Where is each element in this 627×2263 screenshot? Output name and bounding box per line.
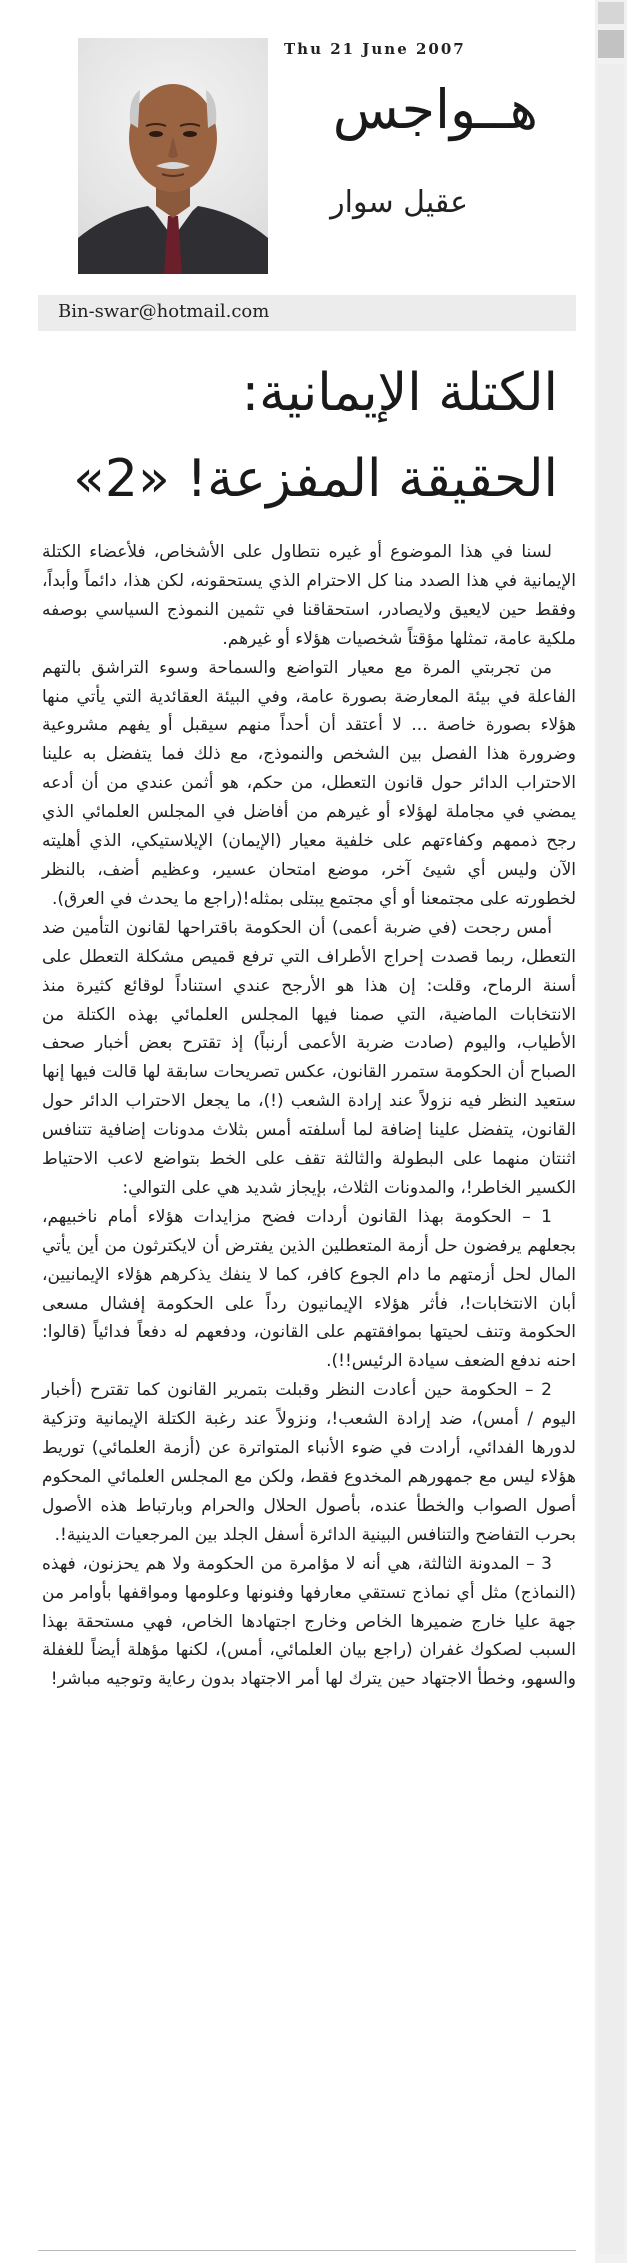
column-title: هــواجس [332,78,538,141]
author-photo [78,38,268,274]
paragraph: أمس رجحت (في ضربة أعمى) أن الحكومة باقتراحها لقانون التأمين ضد التعطل، ربما قصدت إحراج الأطراف التي ترفع قميص مشكلة التعطل على أسنة الرماح، وقلت: إن هذا هو الأرجح عندي استناداً لوقائع كثيرة منذ الانتخابات الماضية، التي صمنا فيها المجلس العلمائي بهذه الكتلة من الأطياب، واليوم (صادت ضربة الأعمى أرنباً) إذ تقترح بعض أخبار صحف الصباح أن الحكومة ستمرر القانون، عكس تصريحات سابقة لها قالت فيها إنها ستعيد النظر فيه نزولاً عند إرادة الشعب (!)، ما يجعل الاحتراب الدائر حول القانون، يتفضل علينا إضافة لما أسلفته أمس بثلاث مدونات إضافية تتنافس اثنتان منهما على البطولة والثالثة تقف على الخط بتواضع لاعب الاحتياط الكسير الخاطر!، والمدونات الثلاث، بإيجاز شديد هي على التوالي: [42,917,576,1198]
article-body [42,538,576,1694]
scroll-thumb[interactable] [598,30,624,58]
author-portrait-icon [78,38,268,274]
newspaper-page [38,0,578,2263]
article-headline [38,350,558,522]
scroll-up-button[interactable] [598,2,624,24]
scroll-track[interactable] [598,64,624,2254]
bottom-divider [38,2250,576,2251]
paragraph: 3 – المدونة الثالثة، هي أنه لا مؤامرة من الحكومة ولا هم يحزنون، فهذه (النماذج) مثل أي نماذج تستقي معارفها وفنونها وعلومها ومواقفها بأوامر من جهة عليا خارج ضميرها الخاص وخارج اجتهادها الخاص، فهي مستحقة بهذا السبب لصكوك غفران (راجع بيان العلمائي، أمس)، لكنها مؤهلة أيضاً للغفلة والسهو، وخطأ الاجتهاد حين يترك لها أمر الاجتهاد بدون رعاية وتوجيه مباشر! [42,1553,576,1690]
paragraph: 2 – الحكومة حين أعادت النظر وقبلت بتمرير القانون كما تقترح (أخبار اليوم / أمس)، ضد إرادة الشعب!، ونزولاً عند رغبة الكتلة الإيمانية وتزكية لدورها الفدائي، أرادت في ضوء الأنباء المتواترة عن (أزمة العلمائي) توريط هؤلاء ليس مع جمهورهم المخدوع فقط، ولكن مع المجلس العلمائي المحكوم أصول الصواب والخطأ عنده، بأصول الحلال والحرام وبارتباط هذه الأصول بحرب التفاضح والتنافس البينية الدائرة أسفل الجلد بين المرجعيات الدينية!. [42,1380,576,1545]
paragraph: لسنا في هذا الموضوع أو غيره نتطاول على الأشخاص، فلأعضاء الكتلة الإيمانية في هذا الصدد منا كل الاحترام الذي يستحقونه، لكن هذا، دائماً وأبداً، وفقط حين لايعيق ولايصادر، استحقاقنا في تثمين النموذج السياسي بوصفه ملكية عامة، تمثلها مؤقتاً شخصيات هؤلاء أو غيرهم. [42,542,576,649]
email-bar [38,295,576,331]
paragraph: 1 – الحكومة بهذا القانون أردات فضح مزايدات هؤلاء أمام ناخبيهم، بجعلهم يرفضون حل أزمة المتعطلين الذين يفترض أن لايكترثون من أين يأتي المال لحل أزمتهم ما دام الجوع كافر، كما لا ينفك يذكرهم هؤلاء الإيمانيين، أبان الانتخابات!، فأثر هؤلاء الإيمانيون رداً على الحكومة إفشال مسعى الحكومة وتنف لحيتها بموافقتهم على القانون، ودفعهم له دفعاً فدائياً (قالوا: احنه ندفع الضعف سيادة الرئيس!!). [42,1206,576,1372]
author-email: Bin-swar@hotmail.com [58,301,270,322]
headline-line-1: الكتلة الإيمانية: [241,363,558,423]
publication-date: Thu 21 June 2007 [284,40,466,58]
author-name: عقيل سوار [330,185,468,220]
paragraph: من تجربتي المرة مع معيار التواضع والسماحة وسوء التراشق بالتهم الفاعلة في بيئة المعارضة بصورة عامة، وفي البيئة العقائدية التي يأتي منها هؤلاء بصورة خاصة ... لا أعتقد أن أحداً منهم سيقبل أو يفهم مشروعية وضرورة هذا الفصل بين الشخص والنموذج، مع ذلك فما يتفضل به علينا الاحتراب الدائر حول قانون التعطل، من حكم، هو أثمن عندي من أن أدعه يمضي في مجاملة لهؤلاء أو غيرهم من أفاضل في المجلس العلمائي الذي رجح ذممهم وكفاءتهم على خلفية معيار (الإيمان) الإيلاستيكي، الذي أهليته الآن وليس أي شيئ آخر، موضع امتحان عسير، وعظيم أضف، بالنظر لخطورته على مجتمعنا أو أي مجتمع يبتلى بمثله!(راجع ما يحدث في العرق). [42,657,576,909]
headline-line-2: الحقيقة المفزعة! «2» [73,449,558,509]
vertical-scrollbar[interactable] [595,0,627,2263]
